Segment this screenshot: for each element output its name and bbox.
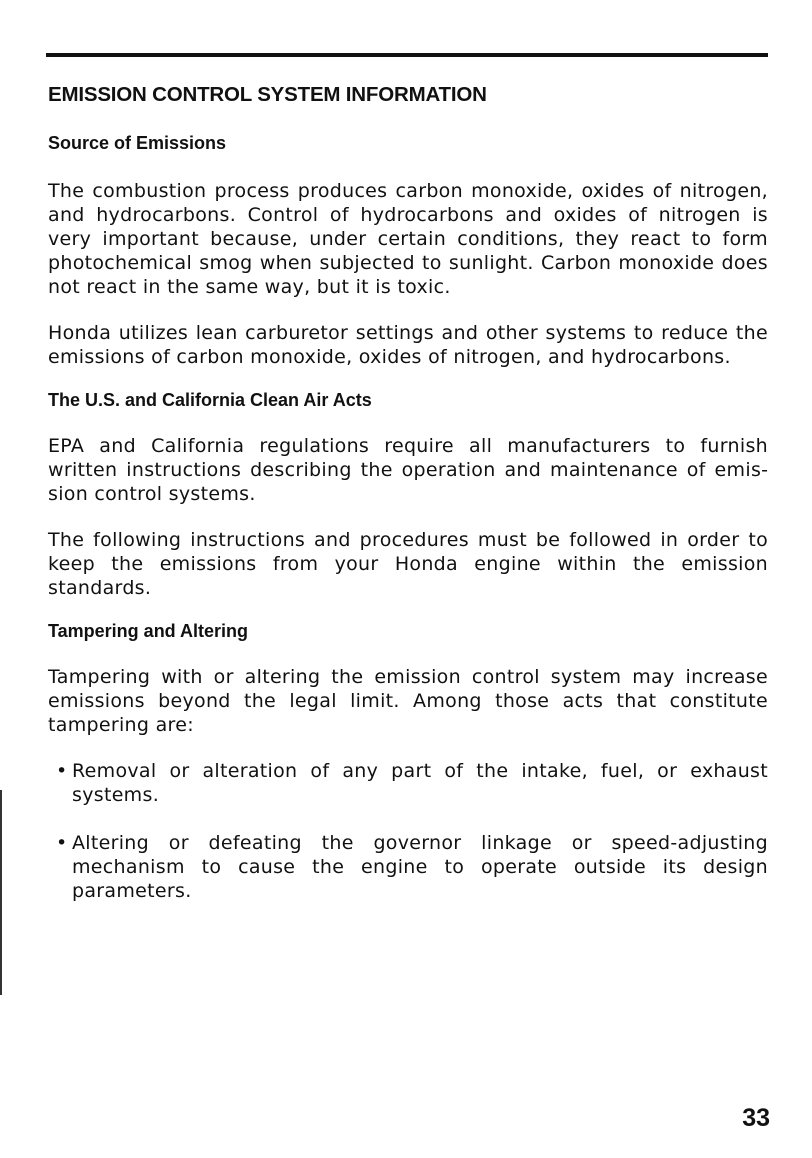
bullet-icon: •	[56, 832, 68, 854]
section-heading-source-of-emissions: Source of Emissions	[48, 133, 227, 153]
list-item	[48, 831, 768, 903]
page-content	[48, 82, 768, 903]
top-rule	[46, 53, 768, 57]
paragraph-honda-utilizes: Honda utilizes lean carburetor settings and other systems to reduce the emissions of carbon monoxide, oxides of nitrogen, and hydrocarbons.	[48, 322, 768, 368]
page-number: 33	[742, 1104, 770, 1132]
paragraph-epa-regulations: EPA and California regulations require all manufacturers to furnish written instructions describing the operation and maintenance of emission control systems.	[48, 435, 768, 505]
tampering-acts-list	[48, 759, 768, 903]
list-item-text: Removal or alteration of any part of the intake, fuel, or exhaust systems.	[72, 760, 768, 806]
list-item	[48, 759, 768, 807]
margin-change-bar	[0, 790, 2, 995]
section-heading-clean-air-acts: The U.S. and California Clean Air Acts	[48, 390, 372, 410]
paragraph-tampering: Tampering with or altering the emission control system may increase emissions beyond the legal limit. Among those acts that constitute tampering are:	[48, 666, 768, 736]
paragraph-following-instructions: The following instructions and procedures must be followed in order to keep the emissions from your Honda engine within the emission standards.	[48, 529, 768, 599]
page-title: EMISSION CONTROL SYSTEM INFORMATION	[48, 83, 487, 106]
paragraph-combustion: The combustion process produces carbon monoxide, oxides of nitrogen, and hydrocarbons. Control of hydrocarbons and oxides of nitrogen is very important because, under certain conditions, they react to form photochemical smog when subjected to sunlight. Carbon monoxide does not react in the same way, but it is toxic.	[48, 180, 768, 298]
list-item-text: Altering or defeating the governor linkage or speed-adjusting mechanism to cause the engine to operate outside its design parameters.	[72, 832, 768, 902]
section-heading-tampering: Tampering and Altering	[48, 621, 249, 641]
bullet-icon: •	[56, 760, 68, 782]
